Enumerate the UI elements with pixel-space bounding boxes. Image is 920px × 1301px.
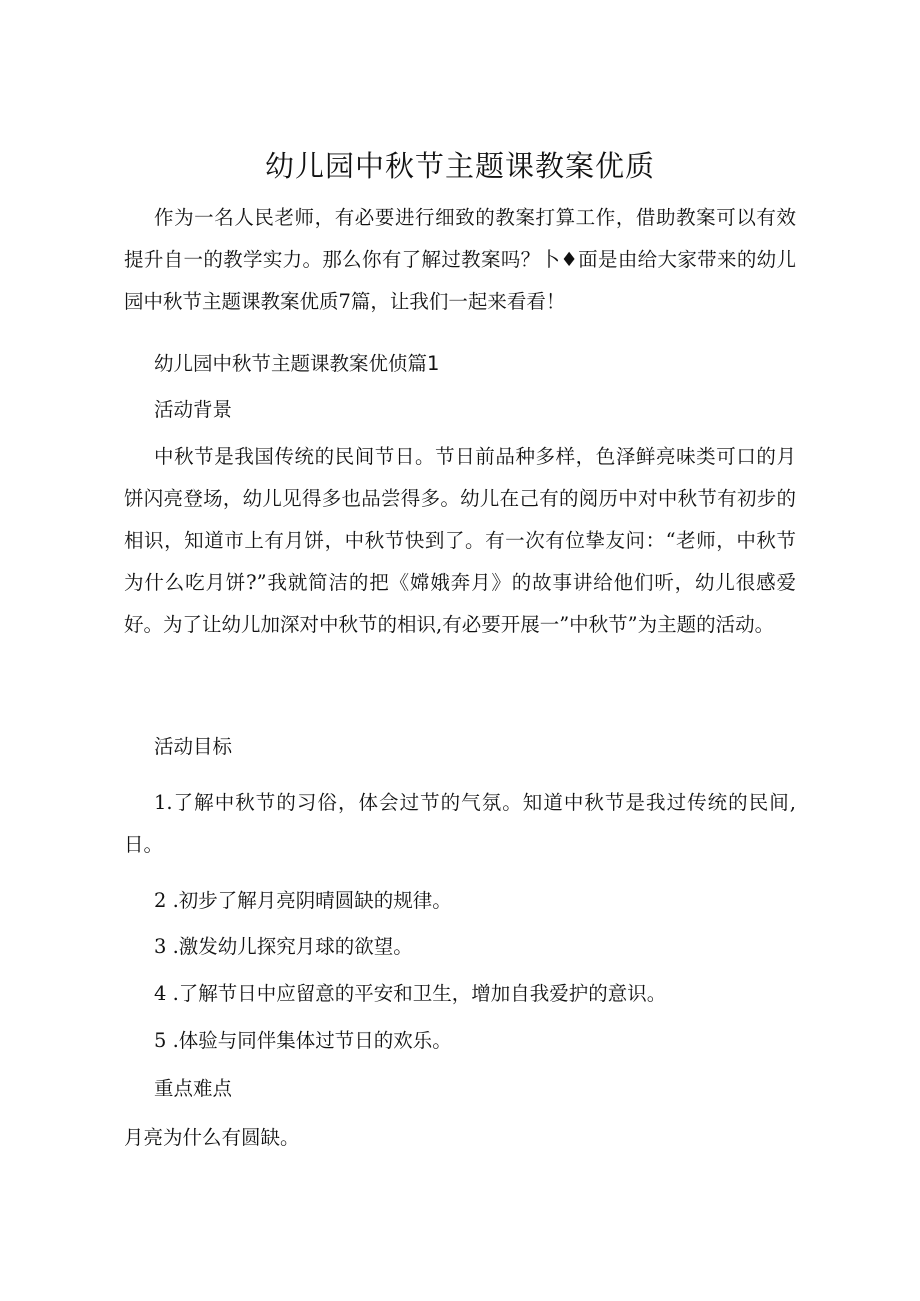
goal-item: 2 .初步了解月亮阴晴圆缺的规律。: [154, 889, 452, 912]
goal-item: 5 .体验与同伴集体过节日的欢乐。: [154, 1029, 452, 1052]
goal-item: 4 .了解节日中应留意的平安和卫生，增加自我爱护的意识。: [154, 982, 667, 1005]
background-heading: 活动背景: [154, 398, 233, 421]
goals-heading: 活动目标: [154, 735, 233, 758]
intro-paragraph: 作为一名人民老师，有必要进行细致的教案打算工作，借助教案可以有效提升自一的教学实力。那么你有了解过教案吗？卜♦面是由给大家带来的幼儿园中秋节主题课教案优质7篇，让我们一起来看看！: [124, 206, 796, 313]
background-paragraph: 中秋节是我国传统的民间节日。节日前品种多样，色泽鲜亮味类可口的月饼闪亮登场，幼儿见得多也品尝得多。幼儿在己有的阅历中对中秋节有初步的相识，知道市上有月饼，中秋节快到了。有一次有位挚友问：“老师，中秋节为什么吃月饼?”我就简洁的把《嫦娥奔月》的故事讲给他们听，幼儿很感爱好。为了让幼儿加深对中秋节的相识,有必要开展一”中秋节”为主题的活动。: [124, 445, 796, 636]
part-heading: 幼儿园中秋节主题课教案优侦篇1: [154, 352, 440, 375]
goal-item: 1.了解中秋节的习俗，体会过节的气氛。知道中秋节是我过传统的民间,日。: [124, 791, 796, 856]
key-points-text: 月亮为什么有圆缺。: [124, 1126, 300, 1149]
goal-item: 3 .激发幼儿探究月球的欲望。: [154, 935, 413, 958]
document-title: 幼儿园中秋节主题课教案优质: [264, 149, 655, 183]
key-points-heading: 重点难点: [154, 1077, 233, 1100]
